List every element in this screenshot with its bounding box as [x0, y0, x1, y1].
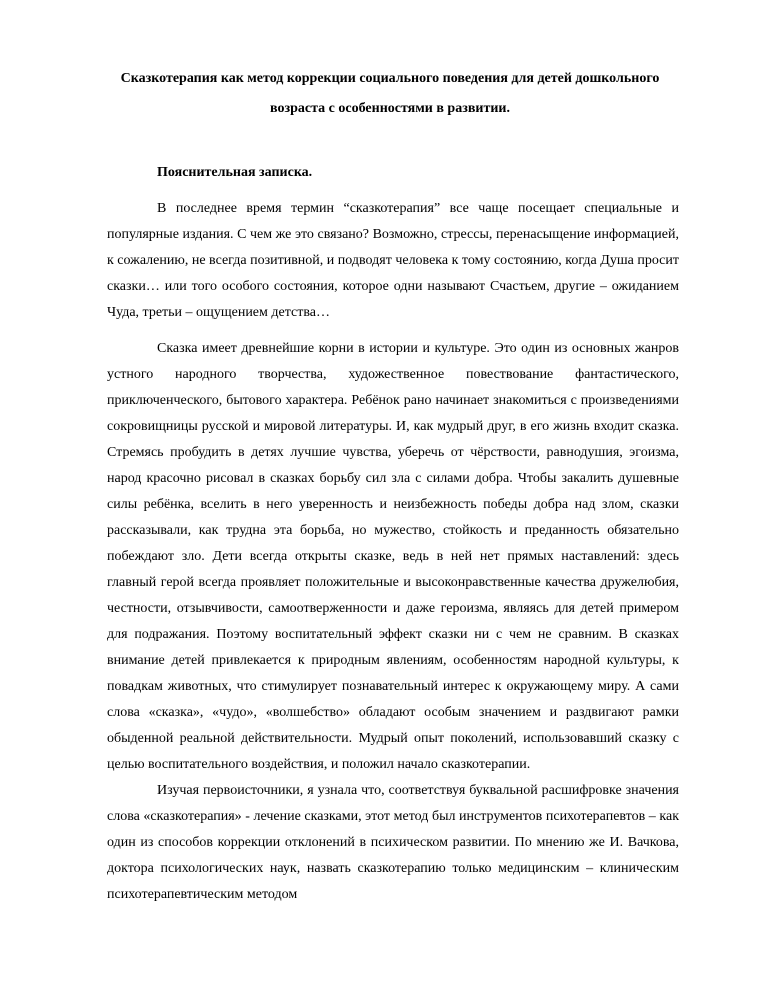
section-heading: Пояснительная записка.: [157, 165, 313, 180]
document-title: Сказкотерапия как метод коррекции социального поведения для детей дошкольного возраста с особенностями в развитии.: [120, 71, 660, 116]
paragraph-2: Сказка имеет древнейшие корни в истории и культуре. Это один из основных жанров устного народного творчества, художественное повествование фантастического, приключенческого, бытового характера. Ребёнок рано начинает знакомиться с произведениями сокровищницы русской и мировой литературы. И, как мудрый друг, в его жизнь входит сказка. Стремясь пробудить в детях лучшие чувства, уберечь от чёрствости, равнодушия, эгоизма, народ красочно рисовал в сказках борьбу сил зла с силами добра. Чтобы закалить душевные силы ребёнка, вселить в него уверенность и неизбежность победы добра над злом, сказки рассказывали, как трудна эта борьба, но мужество, стойкость и преданность обязательно побеждают зло. Дети всегда открыты сказке, ведь в ней нет прямых наставлений: здесь главный герой всегда проявляет положительные и высоконравственные качества дружелюбия, честности, отзывчивости, самоотверженности и даже героизма, являясь для детей примером для подражания. Поэтому воспитательный эффект сказки ни с чем не сравним. В сказках внимание детей привлекается к природным явлениям, особенностям народной культуры, к повадкам животных, что стимулирует познавательный интерес к окружающему миру. А сами слова «сказка», «чудо», «волшебство» обладают особым значением и раздвигают рамки обыденной реальной действительности. Мудрый опыт поколений, использовавший сказку с целью воспитательного воздействия, и положил начало сказкотерапии.: [107, 341, 679, 772]
document-body: [107, 196, 679, 908]
paragraph-3: Изучая первоисточники, я узнала что, соответствуя буквальной расшифровке значения слова «сказкотерапия» - лечение сказками, этот метод был инструментов психотерапевтов – как один из способов коррекции отклонений в психическом развитии. По мнению же И. Вачкова, доктора психологических наук, назвать сказкотерапию только медицинским – клиническим психотерапевтическим методом: [107, 783, 679, 902]
paragraph-1: В последнее время термин “сказкотерапия” все чаще посещает специальные и популярные издания. С чем же это связано? Возможно, стрессы, перенасыщение информацией, к сожалению, не всегда позитивной, и подводят человека к тому состоянию, когда Душа просит сказки… или того особого состояния, которое одни называют Счастьем, другие – ожиданием Чуда, третьи – ощущением детства…: [107, 201, 679, 320]
